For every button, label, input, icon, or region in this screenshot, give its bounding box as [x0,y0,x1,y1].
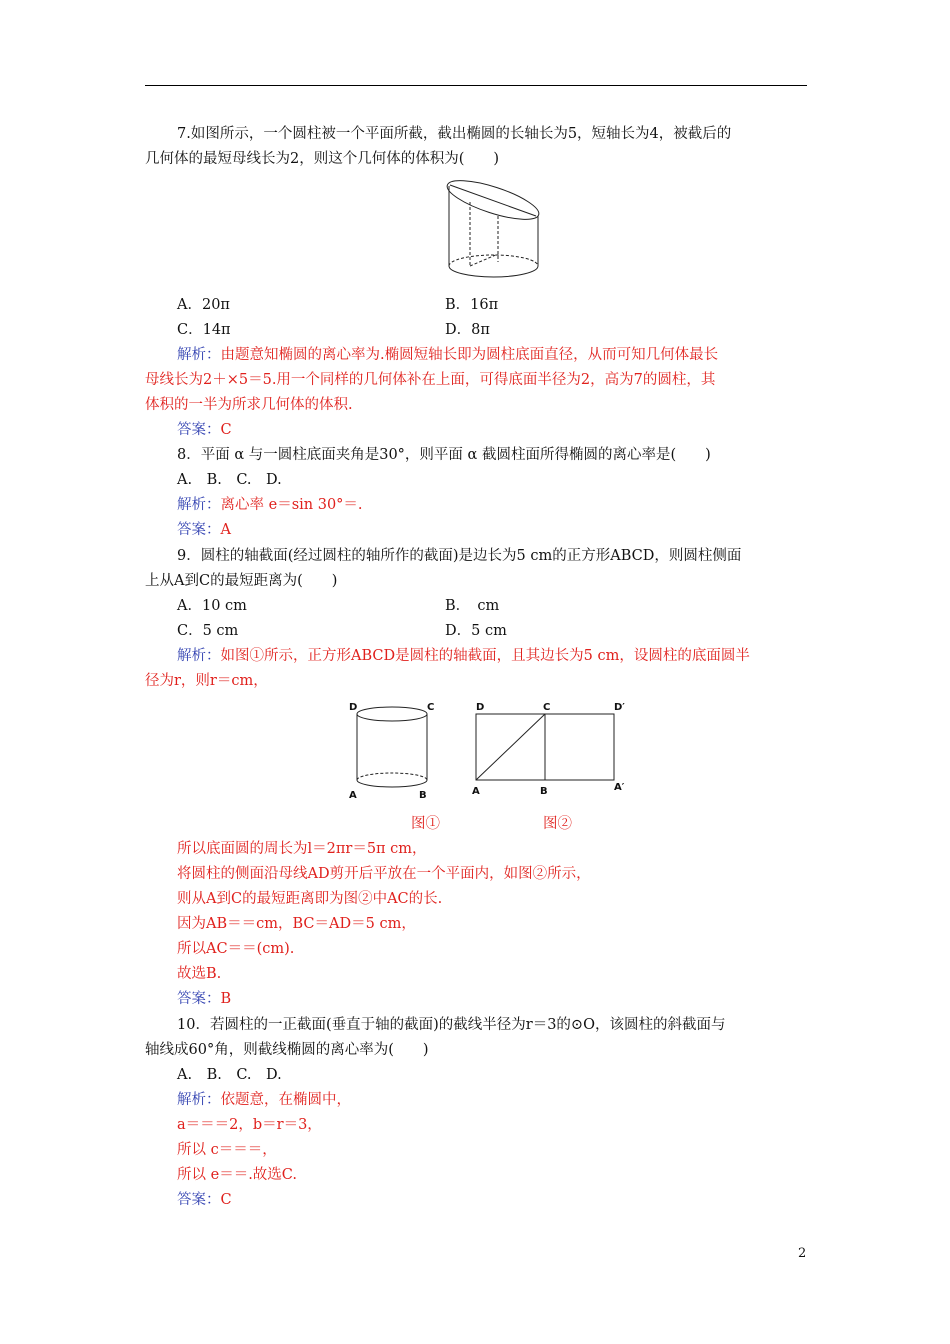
q9-answer [177,989,231,1009]
answer-label: 答案： [177,1192,221,1208]
q7-cut-cylinder-figure [440,172,546,290]
q9-step5: 所以AC＝＝(cm). [177,941,295,957]
q7-option-a: A．20π [177,297,230,313]
solution-label: 解析： [177,347,221,363]
q7-solution-line3: 体积的一半为所求几何体的体积. [145,397,353,413]
q10-line1: 10．若圆柱的一正截面(垂直于轴的截面)的截线半径为r＝3的⊙O，该圆柱的斜截面与 [177,1017,726,1033]
solution-text: 依题意，在椭圆中， [220,1092,351,1108]
q8-answer [177,520,231,540]
q9-solution-line1 [177,646,750,666]
q9-step2: 将圆柱的侧面沿母线AD剪开后平放在一个平面内，如图②所示， [177,866,591,882]
q9-option-c: C．5 cm [177,623,239,639]
q9-figure-1-cylinder [345,698,445,806]
solution-label: 解析： [177,497,221,513]
q9-step4: 因为AB＝＝cm，BC＝AD＝5 cm， [177,916,416,932]
q10-line2: 轴线成60°角，则截线椭圆的离心率为( ) [145,1042,429,1058]
q9-line1: 9．圆柱的轴截面(经过圆柱的轴所作的截面)是边长为5 cm的正方形ABCD，则圆柱侧面 [177,548,742,564]
q9-figure-2-unrolled [468,698,638,806]
solution-text: 如图①所示，正方形ABCD是圆柱的轴截面，且其边长为5 cm，设圆柱的底面圆半 [220,648,750,664]
page-number: 2 [798,1246,807,1261]
answer-value: C [220,422,232,438]
solution-label: 解析： [177,648,221,664]
q9-solution-line2: 径为r，则r＝cm， [145,673,268,689]
q7-answer [177,420,232,440]
fig2-label-b: B [540,786,548,797]
q10-step1: a＝＝＝2，b＝r＝3， [177,1117,322,1133]
answer-value: B [220,991,232,1007]
q10-step3: 所以 e＝＝.故选C. [177,1167,297,1183]
q10-answer [177,1190,232,1210]
q9-option-b: B． cm [445,598,500,614]
q10-step2: 所以 c＝＝＝， [177,1142,277,1158]
q7-line1: 7.如图所示，一个圆柱被一个平面所截，截出椭圆的长轴长为5，短轴长为4，被截后的 [177,126,732,142]
q8-options: A. B. C. D. [177,472,282,488]
q8-line1: 8．平面 α 与一圆柱底面夹角是30°，则平面 α 截圆柱面所得椭圆的离心率是( ) [177,447,711,463]
q9-step1: 所以底面圆的周长为l＝2πr＝5π cm， [177,841,427,857]
fig2-label-a-prime: A′ [614,782,625,793]
solution-label: 解析： [177,1092,221,1108]
fig1-label-d: D [349,702,358,713]
q7-line2: 几何体的最短母线长为2，则这个几何体的体积为( ) [145,151,500,167]
q8-solution [177,495,363,515]
fig2-caption: 图② [543,816,572,832]
q9-option-d: D．5 cm [445,623,507,639]
q9-line2: 上从A到C的最短距离为( ) [145,573,338,589]
fig2-label-d-prime: D′ [614,702,625,713]
fig2-label-a: A [472,786,480,797]
q10-solution-line1 [177,1090,351,1110]
q7-solution-line2: 母线长为2＋×5＝5.用一个同样的几何体补在上面，可得底面半径为2，高为7的圆柱，其 [145,372,716,388]
fig2-label-c: C [543,702,551,713]
q9-option-a: A．10 cm [177,598,247,614]
fig1-label-a: A [349,790,357,801]
q7-solution-line1 [177,345,718,365]
q7-option-b: B．16π [445,297,499,313]
q10-options: A. B. C. D. [177,1067,282,1083]
q7-option-c: C．14π [177,322,231,338]
header-rule [145,85,807,86]
q7-option-d: D．8π [445,322,490,338]
fig2-label-d: D [476,702,485,713]
q9-step6: 故选B. [177,966,222,982]
answer-label: 答案： [177,991,221,1007]
solution-text: 由题意知椭圆的离心率为.椭圆短轴长即为圆柱底面直径，从而可知几何体最长 [220,347,719,363]
answer-label: 答案： [177,422,221,438]
fig1-label-b: B [419,790,427,801]
answer-value: C [220,1192,232,1208]
solution-text: 离心率 e＝sin 30°＝. [220,497,363,513]
fig1-label-c: C [427,702,435,713]
fig1-caption: 图① [411,816,440,832]
answer-label: 答案： [177,522,221,538]
answer-value: A [220,522,231,538]
q9-step3: 则从A到C的最短距离即为图②中AC的长. [177,891,443,907]
